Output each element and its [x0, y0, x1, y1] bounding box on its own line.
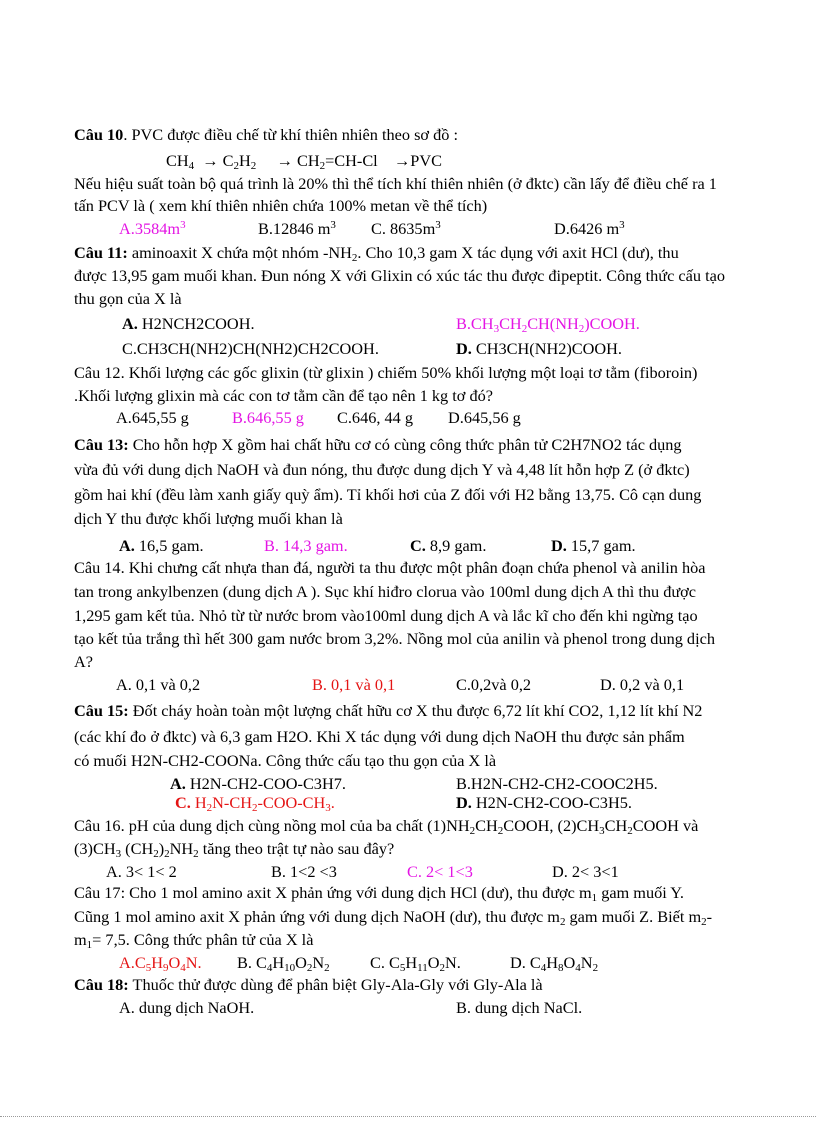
- q16-line2: $(3)CH_3$ $(CH_2)_2NH_2$ tăng theo trật tự nào sau đây?: [74, 839, 395, 860]
- q12-option-a[interactable]: A.645,55 g: [116, 408, 189, 427]
- page-bottom-dotted-line: [0, 1116, 816, 1117]
- q11-option-a[interactable]: A. H2NCH2COOH.: [122, 314, 255, 333]
- q15-option-c[interactable]: C. $H_2N-CH_2-COO-CH_3$.: [175, 793, 335, 814]
- q11-line3: thu gọn của X là: [74, 289, 182, 308]
- q16-option-b[interactable]: B. 1<2 <3: [271, 862, 337, 881]
- q10-label: Câu 10: [74, 125, 124, 144]
- q15-option-b[interactable]: B.H2N-CH2-CH2-COOC2H5.: [456, 774, 658, 793]
- q17-option-c[interactable]: C. $C_5H_{11}O_2N$.: [370, 953, 461, 974]
- q18-option-b[interactable]: B. dung dịch NaCl.: [456, 998, 583, 1017]
- q15-option-a[interactable]: A. H2N-CH2-COO-C3H7.: [170, 774, 346, 793]
- q13-option-b[interactable]: B. 14,3 gam.: [264, 536, 348, 555]
- q10-scheme: $CH_4 \to C_2H_2$ → $CH_2=CH-Cl$ →PVC: [166, 151, 442, 172]
- q13-line4: dịch Y thu được khối lượng muối khan là: [74, 509, 343, 528]
- q14-line2: tan trong ankylbenzen (dung dịch A ). Sục khí hiđro clorua vào 100ml dung dịch A thì thu được: [74, 582, 697, 601]
- q15-option-d[interactable]: D. H2N-CH2-COO-C3H5.: [456, 793, 632, 812]
- q11-option-c[interactable]: C.CH3CH(NH2)CH(NH2)CH2COOH.: [122, 339, 379, 358]
- q16-line1: Câu 16. pH của dung dịch cùng nồng mol của ba chất $(1)NH_2CH_2COOH$, $(2)CH_3CH_2COOH$ và: [74, 816, 699, 837]
- q16-option-c[interactable]: C. 2< 1<3: [407, 862, 473, 881]
- q14-line5: A?: [74, 652, 93, 671]
- q12-line1: Câu 12. Khối lượng các gốc glixin (từ glixin ) chiếm 50% khối lượng một loại tơ tằm (fiboroin): [74, 363, 698, 382]
- q13-option-d[interactable]: D. 15,7 gam.: [551, 536, 636, 555]
- q12-option-b[interactable]: B.646,55 g: [232, 408, 304, 427]
- q10-option-b[interactable]: B.12846 $m^3$: [258, 219, 336, 238]
- q14-option-d[interactable]: D. 0,2 và 0,1: [600, 675, 685, 694]
- q10-stem: . PVC được điều chế từ khí thiên nhiên theo sơ đồ :: [123, 125, 458, 144]
- q13-option-c[interactable]: C. 8,9 gam.: [410, 536, 487, 555]
- q12-line2: .Khối lượng glixin mà các con tơ tằm cần để tạo nên 1 kg tơ đó?: [74, 386, 493, 405]
- q12-option-d[interactable]: D.645,56 g: [448, 408, 521, 427]
- q10-option-a[interactable]: $A.3584m^3$: [119, 219, 186, 238]
- q15-line2: (các khí đo ở đktc) và 6,3 gam H2O. Khi X tác dụng với dung dịch NaOH thu được sản phẩm: [74, 727, 685, 746]
- q10-option-d[interactable]: D.6426 $m^3$: [554, 219, 625, 238]
- q14-option-a[interactable]: A. 0,1 và 0,2: [116, 675, 201, 694]
- q11-line1: Câu 11: aminoaxit X chứa một nhóm $-NH_2$. Cho 10,3 gam X tác dụng với axit HCl (dư), thu: [74, 243, 679, 264]
- q11-option-d[interactable]: D. CH3CH(NH2)COOH.: [456, 339, 622, 358]
- q11-line2: được 13,95 gam muối khan. Đun nóng X với Glixin có xúc tác thu được đipeptit. Công thức cấu tạo: [74, 266, 725, 285]
- q14-line3: 1,295 gam kết tủa. Nhỏ từ từ nước brom vào100ml dung dịch A và lắc kĩ cho đến khi ngừng tạo: [74, 606, 698, 625]
- q13-line2: vừa đủ với dung dịch NaOH và đun nóng, thu được dung dịch Y và 4,48 lít hỗn hợp Z (ở đktc): [74, 460, 690, 479]
- q16-option-a[interactable]: A. 3< 1< 2: [106, 862, 177, 881]
- q14-line4: tạo kết tủa trắng thì hết 300 gam nước brom 3,2%. Nồng mol của anilin và phenol trong dung dịch: [74, 629, 715, 648]
- q18-line1: Câu 18: Thuốc thử được dùng để phân biệt Gly-Ala-Gly với Gly-Ala là: [74, 975, 543, 994]
- q10-option-c[interactable]: C. $8635m^3$: [371, 219, 441, 238]
- q14-option-c[interactable]: C.0,2và 0,2: [456, 675, 532, 694]
- q17-option-d[interactable]: D. $C_4H_8O_4N_2$: [510, 953, 599, 974]
- q10-line3: tấn PCV là ( xem khí thiên nhiên chứa 100% metan về thể tích): [74, 196, 488, 215]
- q11-option-b[interactable]: $B.CH_3CH_2CH(NH_2)COOH$.: [456, 314, 640, 335]
- q17-option-a[interactable]: $A.C_5H_9O_4N$.: [119, 953, 202, 974]
- q13-line3: gồm hai khí (đều làm xanh giấy quỳ ẩm). Tỉ khối hơi của Z đối với H2 bằng 13,75. Cô cạn dung: [74, 485, 702, 504]
- q14-option-b[interactable]: B. 0,1 và 0,1: [312, 675, 396, 694]
- q10-line2: Nếu hiệu suất toàn bộ quá trình là 20% thì thể tích khí thiên nhiên (ở đktc) cần lấy để điều chế ra 1: [74, 174, 717, 193]
- q17-line1: Câu 17: Cho 1 mol amino axit X phản ứng với dung dịch HCl (dư), thu được $m_1$ gam muối Y.: [74, 883, 684, 904]
- q17-option-b[interactable]: B. $C_4H_{10}O_2N_2$: [237, 953, 330, 974]
- q13-option-a[interactable]: A. 16,5 gam.: [119, 536, 204, 555]
- q15-line1: Câu 15: Đốt cháy hoàn toàn một lượng chất hữu cơ X thu được 6,72 lít khí CO2, 1,12 lít khí N2: [74, 701, 703, 720]
- q18-option-a[interactable]: A. dung dịch NaOH.: [119, 998, 255, 1017]
- q15-line3: có muối H2N-CH2-COONa. Công thức cấu tạo thu gọn của X là: [74, 751, 497, 770]
- q14-line1: Câu 14. Khi chưng cất nhựa than đá, người ta thu được một phân đoạn chứa phenol và anilin hòa: [74, 558, 706, 577]
- q17-line3: $m_1= 7,5$. Công thức phân tử của X là: [74, 930, 314, 951]
- q12-option-c[interactable]: C.646, 44 g: [337, 408, 413, 427]
- q16-option-d[interactable]: D. 2< 3<1: [552, 862, 619, 881]
- q13-line1: Câu 13: Cho hỗn hợp X gồm hai chất hữu cơ có cùng công thức phân tử C2H7NO2 tác dụng: [74, 435, 682, 454]
- q17-line2: Cũng 1 mol amino axit X phản ứng với dung dịch NaOH (dư), thu được $m_2$ gam muối Z. Biết $m_2-$: [74, 907, 713, 928]
- q10-line1: [74, 124, 458, 146]
